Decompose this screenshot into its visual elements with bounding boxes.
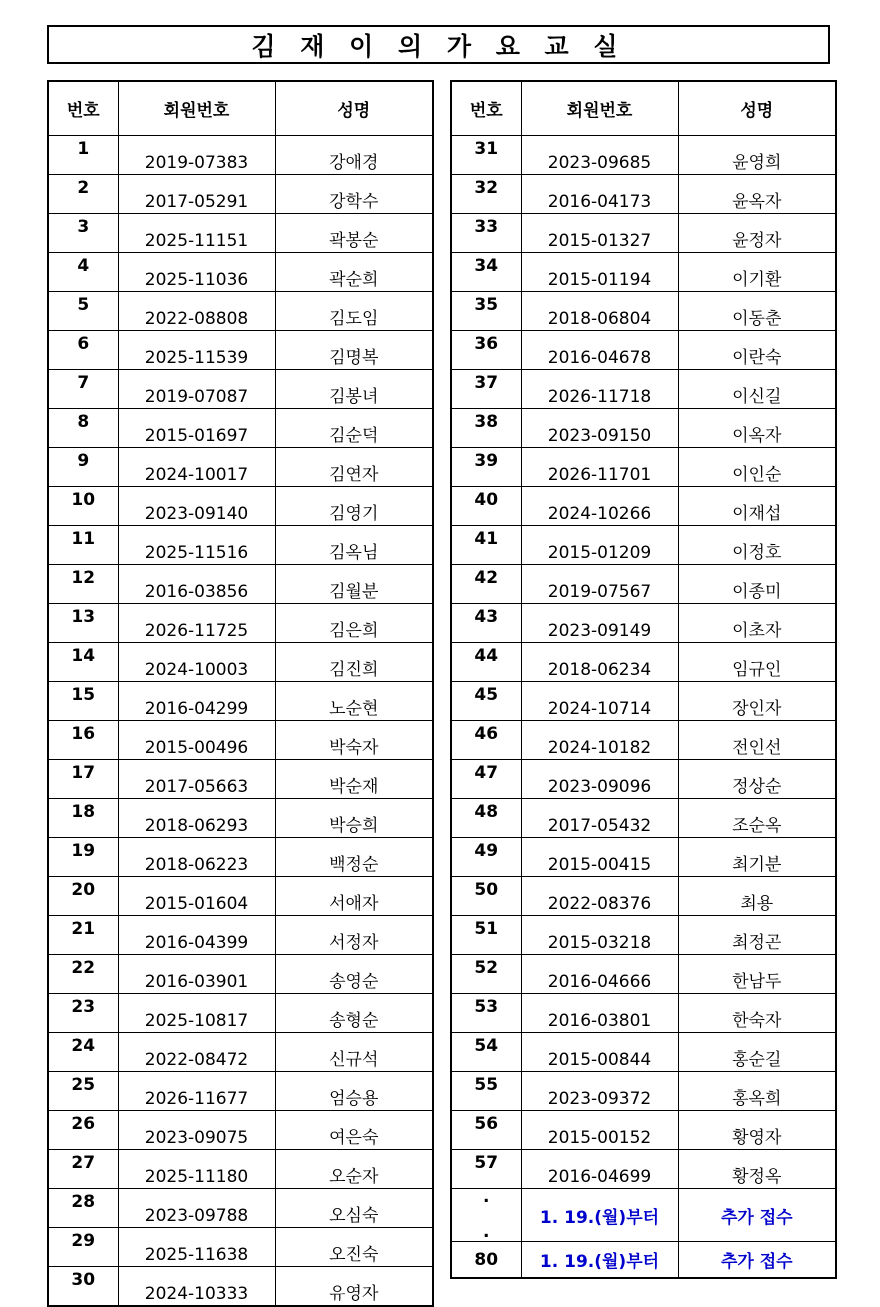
row-number: 18 bbox=[48, 799, 118, 838]
member-name: 노순현 bbox=[275, 682, 433, 721]
table-row bbox=[48, 175, 433, 214]
table-row bbox=[48, 760, 433, 799]
row-number: 9 bbox=[48, 448, 118, 487]
member-id: 2015-00496 bbox=[118, 721, 275, 760]
row-number: 43 bbox=[451, 604, 521, 643]
notice-text: 추가 접수 bbox=[678, 1242, 836, 1279]
member-name: 김명복 bbox=[275, 331, 433, 370]
table-row bbox=[48, 1267, 433, 1307]
row-number: 7 bbox=[48, 370, 118, 409]
member-id: 2018-06804 bbox=[521, 292, 678, 331]
table-row bbox=[451, 448, 836, 487]
table-row bbox=[451, 565, 836, 604]
member-name: 강학수 bbox=[275, 175, 433, 214]
member-name: 김은희 bbox=[275, 604, 433, 643]
row-number: 33 bbox=[451, 214, 521, 253]
member-id: 2015-01209 bbox=[521, 526, 678, 565]
row-number: 15 bbox=[48, 682, 118, 721]
member-table-right-body bbox=[451, 136, 836, 1189]
table-row bbox=[48, 1033, 433, 1072]
member-id: 2015-00152 bbox=[521, 1111, 678, 1150]
member-name: 윤옥자 bbox=[678, 175, 836, 214]
table-row bbox=[48, 1111, 433, 1150]
table-row bbox=[48, 526, 433, 565]
member-name: 김봉녀 bbox=[275, 370, 433, 409]
member-name: 황정옥 bbox=[678, 1150, 836, 1189]
member-id: 2018-06223 bbox=[118, 838, 275, 877]
member-id: 2016-04173 bbox=[521, 175, 678, 214]
member-name: 이신길 bbox=[678, 370, 836, 409]
member-name: 신규석 bbox=[275, 1033, 433, 1072]
member-id: 2019-07087 bbox=[118, 370, 275, 409]
member-id: 2025-11539 bbox=[118, 331, 275, 370]
table-row bbox=[451, 838, 836, 877]
member-id: 2024-10333 bbox=[118, 1267, 275, 1307]
member-id: 2015-01194 bbox=[521, 253, 678, 292]
member-id: 2024-10182 bbox=[521, 721, 678, 760]
member-id: 2026-11725 bbox=[118, 604, 275, 643]
table-row bbox=[451, 1033, 836, 1072]
row-number: 20 bbox=[48, 877, 118, 916]
last-row bbox=[451, 1242, 836, 1279]
row-number: 16 bbox=[48, 721, 118, 760]
table-row bbox=[451, 1072, 836, 1111]
header-number: 번호 bbox=[451, 81, 521, 136]
table-row bbox=[48, 487, 433, 526]
table-row bbox=[451, 136, 836, 175]
member-id: 2024-10266 bbox=[521, 487, 678, 526]
member-name: 이동춘 bbox=[678, 292, 836, 331]
table-row bbox=[48, 253, 433, 292]
member-id: 2025-10817 bbox=[118, 994, 275, 1033]
row-number: 38 bbox=[451, 409, 521, 448]
table-row bbox=[48, 838, 433, 877]
header-name: 성명 bbox=[275, 81, 433, 136]
notice-date: 1. 19.(월)부터 bbox=[521, 1242, 678, 1279]
member-name: 홍순길 bbox=[678, 1033, 836, 1072]
table-row bbox=[48, 916, 433, 955]
member-id: 2025-11151 bbox=[118, 214, 275, 253]
table-row bbox=[451, 877, 836, 916]
member-name: 윤정자 bbox=[678, 214, 836, 253]
row-number: 6 bbox=[48, 331, 118, 370]
row-number: 54 bbox=[451, 1033, 521, 1072]
table-header-row bbox=[48, 81, 433, 136]
member-name: 오순자 bbox=[275, 1150, 433, 1189]
row-number: 42 bbox=[451, 565, 521, 604]
member-name: 김도임 bbox=[275, 292, 433, 331]
member-id: 2025-11036 bbox=[118, 253, 275, 292]
member-id: 2023-09140 bbox=[118, 487, 275, 526]
member-id: 2015-00844 bbox=[521, 1033, 678, 1072]
notice-date: 1. 19.(월)부터 bbox=[521, 1189, 678, 1242]
member-name: 여은숙 bbox=[275, 1111, 433, 1150]
table-row bbox=[451, 214, 836, 253]
row-number: 23 bbox=[48, 994, 118, 1033]
row-number: 25 bbox=[48, 1072, 118, 1111]
member-id: 2025-11516 bbox=[118, 526, 275, 565]
row-number: 1 bbox=[48, 136, 118, 175]
member-table-right-footer bbox=[451, 1189, 836, 1279]
member-name: 박승희 bbox=[275, 799, 433, 838]
member-name: 김영기 bbox=[275, 487, 433, 526]
row-number: 31 bbox=[451, 136, 521, 175]
member-name: 이옥자 bbox=[678, 409, 836, 448]
member-name: 곽순희 bbox=[275, 253, 433, 292]
row-number: 41 bbox=[451, 526, 521, 565]
member-table-left-body bbox=[48, 136, 433, 1307]
row-number: 34 bbox=[451, 253, 521, 292]
table-row bbox=[451, 409, 836, 448]
row-number: 40 bbox=[451, 487, 521, 526]
table-row bbox=[48, 955, 433, 994]
member-id: 2017-05663 bbox=[118, 760, 275, 799]
table-row bbox=[48, 604, 433, 643]
member-id: 2016-04678 bbox=[521, 331, 678, 370]
table-row bbox=[451, 604, 836, 643]
member-id: 2023-09150 bbox=[521, 409, 678, 448]
ellipsis-dot: . bbox=[483, 1222, 490, 1242]
member-name: 최용 bbox=[678, 877, 836, 916]
row-number: 52 bbox=[451, 955, 521, 994]
member-name: 김연자 bbox=[275, 448, 433, 487]
table-row bbox=[451, 487, 836, 526]
table-row bbox=[48, 682, 433, 721]
table-row bbox=[48, 136, 433, 175]
member-id: 2022-08376 bbox=[521, 877, 678, 916]
member-name: 곽봉순 bbox=[275, 214, 433, 253]
row-number: 32 bbox=[451, 175, 521, 214]
table-row bbox=[48, 1189, 433, 1228]
member-id: 2018-06293 bbox=[118, 799, 275, 838]
table-row bbox=[48, 643, 433, 682]
table-row bbox=[451, 175, 836, 214]
member-id: 2018-06234 bbox=[521, 643, 678, 682]
member-id: 2019-07383 bbox=[118, 136, 275, 175]
member-name: 강애경 bbox=[275, 136, 433, 175]
member-id: 2016-04299 bbox=[118, 682, 275, 721]
table-row bbox=[48, 1228, 433, 1267]
member-name: 김진희 bbox=[275, 643, 433, 682]
member-id: 2024-10003 bbox=[118, 643, 275, 682]
member-table-right bbox=[450, 80, 837, 1279]
row-number: 24 bbox=[48, 1033, 118, 1072]
table-row bbox=[451, 526, 836, 565]
member-name: 오진숙 bbox=[275, 1228, 433, 1267]
member-id: 2024-10714 bbox=[521, 682, 678, 721]
table-row bbox=[48, 409, 433, 448]
member-id: 2017-05432 bbox=[521, 799, 678, 838]
member-name: 장인자 bbox=[678, 682, 836, 721]
table-row bbox=[451, 370, 836, 409]
table-row bbox=[48, 565, 433, 604]
member-name: 최기분 bbox=[678, 838, 836, 877]
row-number: 26 bbox=[48, 1111, 118, 1150]
row-number: 13 bbox=[48, 604, 118, 643]
member-id: 2019-07567 bbox=[521, 565, 678, 604]
header-name: 성명 bbox=[678, 81, 836, 136]
member-name: 한남두 bbox=[678, 955, 836, 994]
member-id: 2023-09096 bbox=[521, 760, 678, 799]
row-number: 22 bbox=[48, 955, 118, 994]
table-row bbox=[451, 721, 836, 760]
member-id: 2025-11180 bbox=[118, 1150, 275, 1189]
row-number: 12 bbox=[48, 565, 118, 604]
table-row bbox=[48, 1150, 433, 1189]
table-row bbox=[451, 253, 836, 292]
table-row bbox=[451, 331, 836, 370]
row-number: 2 bbox=[48, 175, 118, 214]
member-name: 이정호 bbox=[678, 526, 836, 565]
member-id: 2024-10017 bbox=[118, 448, 275, 487]
member-id: 2022-08472 bbox=[118, 1033, 275, 1072]
member-name: 홍옥희 bbox=[678, 1072, 836, 1111]
ellipsis-cell bbox=[451, 1189, 521, 1242]
table-row bbox=[48, 799, 433, 838]
row-number: 5 bbox=[48, 292, 118, 331]
table-row bbox=[451, 1150, 836, 1189]
member-id: 2015-01604 bbox=[118, 877, 275, 916]
member-name: 이기환 bbox=[678, 253, 836, 292]
row-number: 17 bbox=[48, 760, 118, 799]
row-number: 47 bbox=[451, 760, 521, 799]
row-number: 50 bbox=[451, 877, 521, 916]
row-number: 56 bbox=[451, 1111, 521, 1150]
notice-text: 추가 접수 bbox=[678, 1189, 836, 1242]
member-name: 이란숙 bbox=[678, 331, 836, 370]
member-name: 황영자 bbox=[678, 1111, 836, 1150]
member-table-left bbox=[47, 80, 434, 1307]
row-number: 8 bbox=[48, 409, 118, 448]
member-id: 2023-09788 bbox=[118, 1189, 275, 1228]
member-id: 2016-04699 bbox=[521, 1150, 678, 1189]
member-id: 2026-11677 bbox=[118, 1072, 275, 1111]
table-row bbox=[48, 292, 433, 331]
header-member-id: 회원번호 bbox=[521, 81, 678, 136]
table-row bbox=[48, 448, 433, 487]
table-row bbox=[451, 643, 836, 682]
member-name: 한숙자 bbox=[678, 994, 836, 1033]
member-name: 서정자 bbox=[275, 916, 433, 955]
member-id: 2015-00415 bbox=[521, 838, 678, 877]
member-name: 백정순 bbox=[275, 838, 433, 877]
member-id: 2016-04399 bbox=[118, 916, 275, 955]
member-id: 2016-03901 bbox=[118, 955, 275, 994]
row-number: 14 bbox=[48, 643, 118, 682]
member-name: 오심숙 bbox=[275, 1189, 433, 1228]
row-number: 55 bbox=[451, 1072, 521, 1111]
row-number: 46 bbox=[451, 721, 521, 760]
table-row bbox=[451, 916, 836, 955]
table-row bbox=[451, 760, 836, 799]
member-id: 2016-04666 bbox=[521, 955, 678, 994]
member-id: 2023-09685 bbox=[521, 136, 678, 175]
table-row bbox=[451, 955, 836, 994]
row-number: 4 bbox=[48, 253, 118, 292]
row-number: 10 bbox=[48, 487, 118, 526]
table-row bbox=[48, 214, 433, 253]
member-name: 임규인 bbox=[678, 643, 836, 682]
member-name: 송영순 bbox=[275, 955, 433, 994]
row-number: 51 bbox=[451, 916, 521, 955]
member-name: 정상순 bbox=[678, 760, 836, 799]
member-id: 2022-08808 bbox=[118, 292, 275, 331]
row-number: 48 bbox=[451, 799, 521, 838]
member-name: 이재섭 bbox=[678, 487, 836, 526]
member-name: 김월분 bbox=[275, 565, 433, 604]
member-id: 2016-03856 bbox=[118, 565, 275, 604]
member-name: 이인순 bbox=[678, 448, 836, 487]
member-id: 2026-11718 bbox=[521, 370, 678, 409]
member-name: 최정곤 bbox=[678, 916, 836, 955]
member-id: 2023-09149 bbox=[521, 604, 678, 643]
table-row bbox=[48, 370, 433, 409]
page-title: 김 재 이 의 가 요 교 실 bbox=[47, 25, 830, 64]
row-number: 35 bbox=[451, 292, 521, 331]
member-name: 서애자 bbox=[275, 877, 433, 916]
table-row bbox=[451, 994, 836, 1033]
row-number: 39 bbox=[451, 448, 521, 487]
member-name: 김옥님 bbox=[275, 526, 433, 565]
table-row bbox=[48, 331, 433, 370]
row-number: 28 bbox=[48, 1189, 118, 1228]
row-number: 30 bbox=[48, 1267, 118, 1307]
row-number: 11 bbox=[48, 526, 118, 565]
table-row bbox=[451, 1111, 836, 1150]
member-name: 전인선 bbox=[678, 721, 836, 760]
member-id: 2025-11638 bbox=[118, 1228, 275, 1267]
row-number: 44 bbox=[451, 643, 521, 682]
row-number: 27 bbox=[48, 1150, 118, 1189]
member-name: 김순덕 bbox=[275, 409, 433, 448]
member-id: 2026-11701 bbox=[521, 448, 678, 487]
member-name: 이초자 bbox=[678, 604, 836, 643]
member-name: 이종미 bbox=[678, 565, 836, 604]
table-row bbox=[451, 292, 836, 331]
table-row bbox=[48, 877, 433, 916]
table-header-row bbox=[451, 81, 836, 136]
table-row bbox=[48, 994, 433, 1033]
member-name: 박순재 bbox=[275, 760, 433, 799]
member-id: 2017-05291 bbox=[118, 175, 275, 214]
row-number: 49 bbox=[451, 838, 521, 877]
table-row bbox=[48, 721, 433, 760]
row-number: 36 bbox=[451, 331, 521, 370]
member-name: 엄승용 bbox=[275, 1072, 433, 1111]
member-id: 2023-09372 bbox=[521, 1072, 678, 1111]
member-name: 박숙자 bbox=[275, 721, 433, 760]
row-number: 45 bbox=[451, 682, 521, 721]
header-number: 번호 bbox=[48, 81, 118, 136]
member-id: 2015-01697 bbox=[118, 409, 275, 448]
header-member-id: 회원번호 bbox=[118, 81, 275, 136]
row-number: 29 bbox=[48, 1228, 118, 1267]
row-number: 37 bbox=[451, 370, 521, 409]
row-number: 19 bbox=[48, 838, 118, 877]
member-name: 조순옥 bbox=[678, 799, 836, 838]
member-id: 2015-03218 bbox=[521, 916, 678, 955]
member-name: 윤영희 bbox=[678, 136, 836, 175]
member-id: 2015-01327 bbox=[521, 214, 678, 253]
row-number: 80 bbox=[451, 1242, 521, 1279]
member-id: 2023-09075 bbox=[118, 1111, 275, 1150]
table-row bbox=[451, 682, 836, 721]
table-row bbox=[451, 799, 836, 838]
member-name: 유영자 bbox=[275, 1267, 433, 1307]
row-number: 3 bbox=[48, 214, 118, 253]
row-number: 53 bbox=[451, 994, 521, 1033]
table-row bbox=[48, 1072, 433, 1111]
row-number: 21 bbox=[48, 916, 118, 955]
member-id: 2016-03801 bbox=[521, 994, 678, 1033]
member-name: 송형순 bbox=[275, 994, 433, 1033]
row-number: 57 bbox=[451, 1150, 521, 1189]
ellipsis-dot: . bbox=[483, 1188, 490, 1207]
